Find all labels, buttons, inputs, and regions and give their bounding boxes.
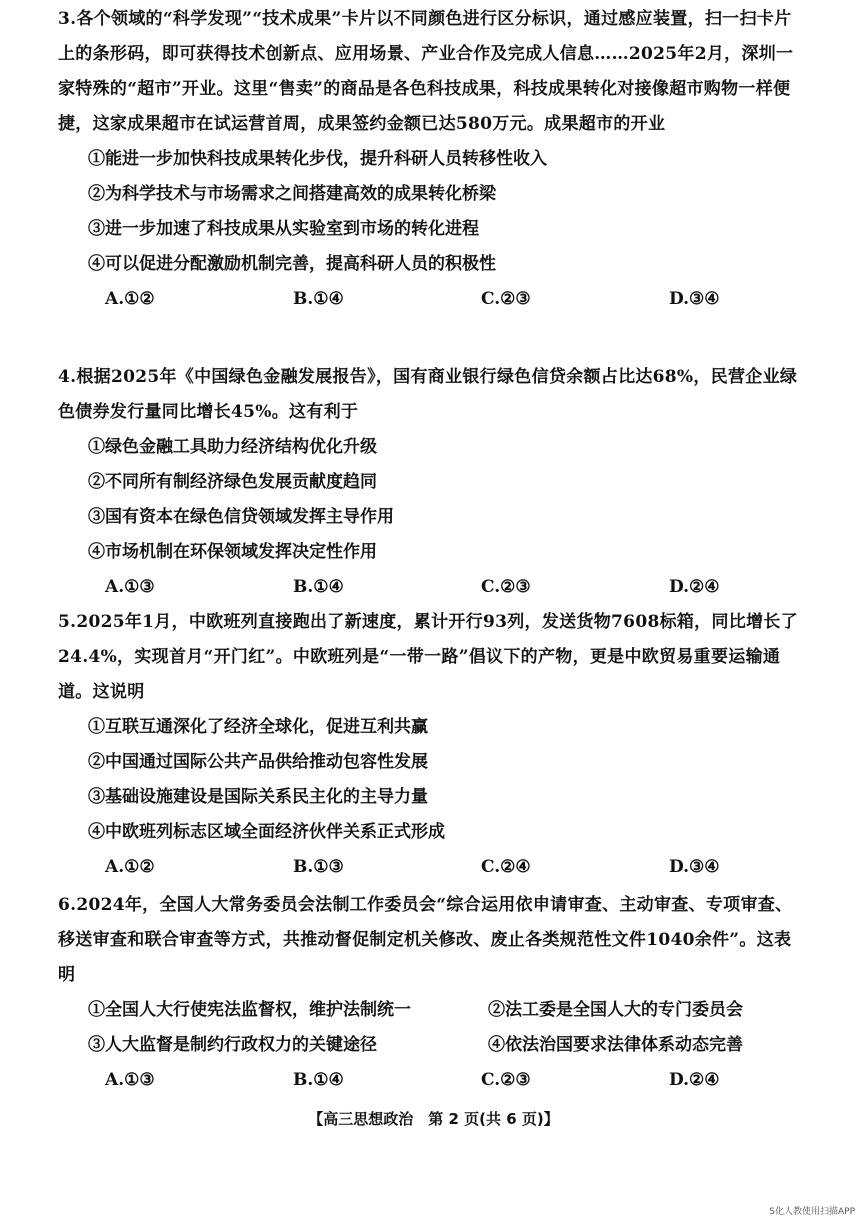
statement-2: ②不同所有制经济绿色发展贡献度趋同 bbox=[88, 472, 377, 492]
answer-choices bbox=[58, 1063, 798, 1098]
question-stem bbox=[58, 2, 798, 142]
statement-2: ②中国通过国际公共产品供给推动包容性发展 bbox=[88, 752, 428, 772]
question-6 bbox=[58, 888, 798, 1098]
statement-4: ④市场机制在环保领域发挥决定性作用 bbox=[88, 542, 377, 562]
question-stem bbox=[58, 605, 798, 710]
question-3 bbox=[58, 2, 798, 317]
statement-2: ②法工委是全国人大的专门委员会 bbox=[488, 1000, 743, 1020]
choice-d[interactable]: D.②④ bbox=[669, 1070, 720, 1090]
choice-d[interactable]: D.③④ bbox=[669, 857, 720, 877]
question-4 bbox=[58, 360, 798, 605]
answer-choices bbox=[58, 850, 798, 885]
statement-2: ②为科学技术与市场需求之间搭建高效的成果转化桥梁 bbox=[88, 184, 496, 204]
question-text: 2025年1月，中欧班列直接跑出了新速度，累计开行93列，发送货物7608标箱，同比增长了24.4%，实现首月“开门红”。中欧班列是“一带一路”倡议下的产物，更是中欧贸易重要运输通道。这说明 bbox=[58, 612, 798, 702]
question-text: 各个领域的“科学发现”“技术成果”卡片以不同颜色进行区分标识，通过感应装置，扫一扫卡片上的条形码，即可获得技术创新点、应用场景、产业合作及完成人信息……2025年2月，深圳一家特殊的“超市”开业。这里“售卖”的商品是各色科技成果，科技成果转化对接像超市购物一样便捷，这家成果超市在试运营首周，成果签约金额已达580万元。成果超市的开业 bbox=[58, 9, 794, 134]
statement-1: ①能进一步加快科技成果转化步伐，提升科研人员转移性收入 bbox=[88, 149, 547, 169]
scanner-watermark: S化人教使用扫描APP bbox=[769, 1207, 855, 1217]
question-text: 2024年，全国人大常务委员会法制工作委员会“综合运用依申请审查、主动审查、专项审查、移送审查和联合审查等方式，共推动督促制定机关修改、废止各类规范性文件1040余件”。这表明 bbox=[58, 895, 793, 985]
statement-4: ④可以促进分配激励机制完善，提高科研人员的积极性 bbox=[88, 254, 496, 274]
question-5 bbox=[58, 605, 798, 885]
choice-a[interactable]: A.①③ bbox=[105, 577, 155, 597]
statement-3: ③人大监督是制约行政权力的关键途径 bbox=[88, 1035, 377, 1055]
statement-1: ①全国人大行使宪法监督权，维护法制统一 bbox=[88, 1000, 411, 1020]
statement-3: ③国有资本在绿色信贷领域发挥主导作用 bbox=[88, 507, 394, 527]
statement-4: ④依法治国要求法律体系动态完善 bbox=[488, 1035, 743, 1055]
choice-c[interactable]: C.②③ bbox=[481, 289, 531, 309]
question-number: 6. bbox=[58, 895, 77, 915]
statement-grid bbox=[58, 993, 798, 1063]
choice-d[interactable]: D.②④ bbox=[669, 577, 720, 597]
statement-4: ④中欧班列标志区域全面经济伙伴关系正式形成 bbox=[88, 822, 445, 842]
choice-a[interactable]: A.①② bbox=[105, 289, 155, 309]
choice-c[interactable]: C.②③ bbox=[481, 1070, 531, 1090]
statement-3: ③进一步加速了科技成果从实验室到市场的转化进程 bbox=[88, 219, 479, 239]
choice-b[interactable]: B.①④ bbox=[293, 289, 344, 309]
statement-3: ③基础设施建设是国际关系民主化的主导力量 bbox=[88, 787, 428, 807]
statement-1: ①互联互通深化了经济全球化，促进互利共赢 bbox=[88, 717, 428, 737]
question-number: 5. bbox=[58, 612, 77, 632]
question-stem bbox=[58, 888, 798, 993]
question-stem bbox=[58, 360, 798, 430]
statement-1: ①绿色金融工具助力经济结构优化升级 bbox=[88, 437, 377, 457]
question-text: 根据2025年《中国绿色金融发展报告》，国有商业银行绿色信贷余额占比达68%，民营企业绿色债券发行量同比增长45%。这有利于 bbox=[58, 367, 798, 422]
choice-a[interactable]: A.①③ bbox=[105, 1070, 155, 1090]
page-footer: 【高三思想政治 第 2 页(共 6 页)】 bbox=[308, 1110, 559, 1128]
choice-a[interactable]: A.①② bbox=[105, 857, 155, 877]
choice-c[interactable]: C.②③ bbox=[481, 577, 531, 597]
answer-choices bbox=[58, 282, 798, 317]
choice-c[interactable]: C.②④ bbox=[481, 857, 531, 877]
choice-b[interactable]: B.①④ bbox=[293, 577, 344, 597]
choice-b[interactable]: B.①④ bbox=[293, 1070, 344, 1090]
answer-choices bbox=[58, 570, 798, 605]
question-number: 4. bbox=[58, 367, 77, 387]
choice-d[interactable]: D.③④ bbox=[669, 289, 720, 309]
question-number: 3. bbox=[58, 9, 77, 29]
choice-b[interactable]: B.①③ bbox=[293, 857, 344, 877]
